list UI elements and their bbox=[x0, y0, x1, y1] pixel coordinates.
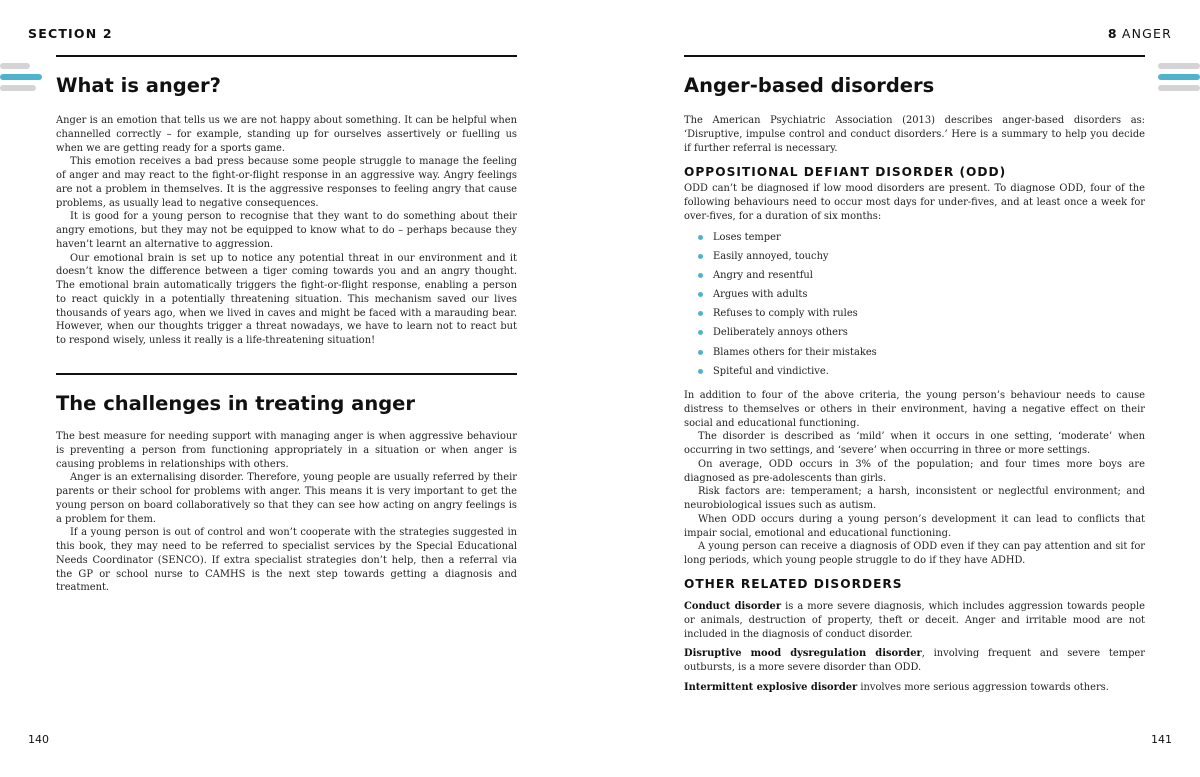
paragraph: ODD can’t be diagnosed if low mood disorders are present. To diagnose ODD, four of the following behaviours need to occur most days for under-fives, and at least once a week for over-fives, for a duration of six months: bbox=[684, 183, 1145, 222]
definition-text: is a more severe diagnosis, which includes aggression towards people or animals, destruction of property, theft or deceit. Anger and irritable mood are not included in the diagnosis of conduct disorder. bbox=[684, 601, 1145, 640]
bullet-dot-icon bbox=[698, 254, 703, 259]
challenges-body bbox=[56, 430, 517, 595]
section-rule bbox=[56, 55, 517, 57]
paragraph: The best measure for needing support with managing anger is when aggressive behaviour is preventing a person from functioning appropriately in a situation or when anger is causing problems in relationships with others. bbox=[56, 431, 517, 470]
section-heading-challenges: The challenges in treating anger bbox=[56, 392, 416, 415]
subheading-odd: OPPOSITIONAL DEFIANT DISORDER (ODD) bbox=[684, 165, 1007, 179]
section-rule bbox=[684, 55, 1145, 57]
paragraph: When ODD occurs during a young person’s development it can lead to conflicts that impair social, emotional and educational functioning. bbox=[684, 513, 1145, 539]
section-heading-what-is-anger: What is anger? bbox=[56, 74, 221, 97]
list-item-text: Easily annoyed, touchy bbox=[713, 251, 829, 263]
odd-intro bbox=[684, 182, 1145, 223]
definition-text: , involving frequent and severe temper outbursts, is a more severe disorder than ODD. bbox=[684, 648, 1145, 673]
definition-item bbox=[684, 647, 1145, 675]
chapter-title: ANGER bbox=[1121, 26, 1172, 41]
bullet-dot-icon bbox=[698, 311, 703, 316]
paragraph: On average, ODD occurs in 3% of the population; and four times more boys are diagnosed as pre-adolescents than girls. bbox=[684, 458, 1145, 484]
right-page bbox=[600, 0, 1200, 777]
page-number: 140 bbox=[28, 733, 49, 746]
list-item bbox=[684, 307, 1145, 326]
list-item bbox=[684, 269, 1145, 288]
list-item-text: Blames others for their mistakes bbox=[713, 346, 877, 358]
definition-item bbox=[684, 681, 1145, 695]
definition-item bbox=[684, 600, 1145, 641]
bullet-dot-icon bbox=[698, 330, 703, 335]
bullet-dot-icon bbox=[698, 235, 703, 240]
paragraph: If a young person is out of control and won’t cooperate with the strategies suggested in this book, they may need to be referred to specialist services by the Special Educational Needs Coordinator (SENCO). If extra specialist strategies don’t help, then a referral via the GP or school nurse to CAMHS is the next step towards getting a diagnosis and treatment. bbox=[56, 527, 517, 594]
list-item bbox=[684, 231, 1145, 250]
paragraph: In addition to four of the above criteria, the young person’s behaviour needs to cause distress to themselves or others in their environment, having a negative effect on their social and educational functioning. bbox=[684, 390, 1145, 429]
paragraph: It is good for a young person to recognise that they want to do something about their angry emotions, but they may not be equipped to know what to do – perhaps because they haven’t learnt an alternative to aggression. bbox=[56, 211, 517, 250]
section-header: SECTION 2 bbox=[28, 26, 113, 41]
list-item-text: Spiteful and vindictive. bbox=[713, 365, 829, 377]
list-item bbox=[684, 326, 1145, 345]
paragraph: A young person can receive a diagnosis of ODD even if they can pay attention and sit for long periods, which young people struggle to do if they have ADHD. bbox=[684, 541, 1145, 566]
list-item-text: Argues with adults bbox=[713, 289, 808, 301]
definition-term: Disruptive mood dysregulation disorder bbox=[684, 648, 922, 660]
bullet-dot-icon bbox=[698, 273, 703, 278]
bullet-dot-icon bbox=[698, 350, 703, 355]
paragraph: The American Psychiatric Association (2013) describes anger-based disorders as: ‘Disruptive, impulse control and conduct disorders.’ Here is a summary to help you decide if further referral is necessary. bbox=[684, 115, 1145, 154]
list-item bbox=[684, 250, 1145, 269]
list-item bbox=[684, 346, 1145, 365]
list-item-text: Deliberately annoys others bbox=[713, 327, 848, 339]
paragraph: Our emotional brain is set up to notice any potential threat in our environment and it doesn’t know the difference between a tiger coming towards you and an angry thought. The emotional brain automatically triggers the fight-or-flight response, enabling a person to react quickly in a potentially threatening situation. This mechanism saved our lives thousands of years ago, when we lived in caves and might be faced with a marauding bear. However, when our thoughts trigger a threat nowadays, we have to learn not to react but to respond wisely, unless it really is a life-threatening situation! bbox=[56, 252, 517, 346]
list-item bbox=[684, 288, 1145, 307]
bullet-dot-icon bbox=[698, 292, 703, 297]
section-heading-anger-based-disorders: Anger-based disorders bbox=[684, 74, 935, 97]
chapter-header bbox=[1108, 26, 1172, 41]
chapter-number: 8 bbox=[1107, 26, 1118, 41]
odd-criteria-list bbox=[684, 231, 1145, 384]
definition-term: Conduct disorder bbox=[684, 601, 782, 612]
section-rule bbox=[56, 373, 517, 375]
list-item bbox=[684, 365, 1145, 384]
definition-term: Intermittent explosive disorder bbox=[684, 681, 858, 693]
page-number: 141 bbox=[1151, 733, 1172, 746]
paragraph: This emotion receives a bad press because some people struggle to manage the feeling of anger and may react to the fight-or-flight response in an aggressive way. Angry feelings are not a problem in themselves. It is the aggressive responses to feeling angry that cause problems, as usually lead to negative consequences. bbox=[56, 156, 517, 209]
paragraph: Anger is an emotion that tells us we are not happy about something. It can be helpful when channelled correctly – for example, standing up for ourselves assertively or fuelling us when we are getting ready for a sports game. bbox=[56, 115, 517, 154]
paragraph: Risk factors are: temperament; a harsh, inconsistent or neglectful environment; and neurobiological issues such as autism. bbox=[684, 486, 1145, 511]
what-is-anger-body bbox=[56, 114, 517, 348]
paragraph: Anger is an externalising disorder. Therefore, young people are usually referred by their parents or their school for problems with anger. This means it is very important to get the young person on board collaboratively so that they can see how acting on angry feelings is a problem for them. bbox=[56, 472, 517, 525]
paragraph: The disorder is described as ‘mild’ when it occurs in one setting, ‘moderate’ when occurring in two settings, and ‘severe’ when occurring in three or more settings. bbox=[684, 431, 1145, 456]
subheading-other-disorders: OTHER RELATED DISORDERS bbox=[684, 577, 903, 591]
definition-text: involves more serious aggression towards others. bbox=[857, 681, 1109, 693]
list-item-text: Loses temper bbox=[713, 232, 781, 243]
intro-paragraph bbox=[684, 114, 1145, 155]
odd-details-body bbox=[684, 389, 1145, 568]
list-item-text: Refuses to comply with rules bbox=[713, 308, 858, 320]
bullet-dot-icon bbox=[698, 369, 703, 374]
other-disorders-body bbox=[684, 600, 1145, 701]
list-item-text: Angry and resentful bbox=[713, 270, 813, 282]
